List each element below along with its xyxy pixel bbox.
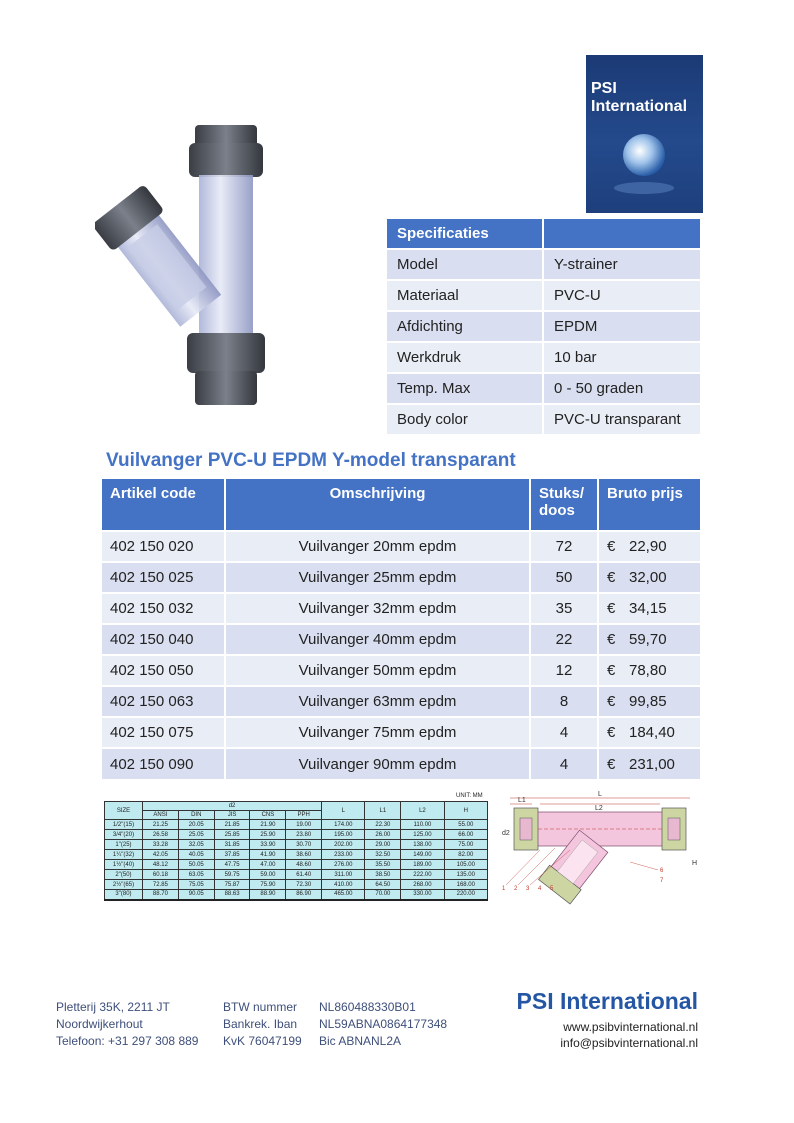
footer-address xyxy=(56,999,198,1050)
footer-line: Telefoon: +31 297 308 889 xyxy=(56,1034,199,1048)
currency-symbol: € xyxy=(607,569,616,586)
logo-text-line1: PSI xyxy=(591,80,617,97)
spec-header-row xyxy=(387,219,700,249)
footer-line: KvK 76047199 xyxy=(223,1034,302,1048)
drawing-callout: 2 xyxy=(514,886,518,892)
spec-label: Werkdruk xyxy=(387,342,543,373)
size-cell: 174.00 xyxy=(322,820,365,830)
footer-line: BTW nummer xyxy=(223,1000,298,1014)
size-cell-size: 1/2"(15) xyxy=(105,820,143,830)
drawing-label: d2 xyxy=(502,830,510,837)
technical-drawing xyxy=(500,790,700,910)
footer-line: NL860488330B01 xyxy=(319,1000,416,1014)
spec-label: Materiaal xyxy=(387,280,543,311)
size-row xyxy=(105,850,488,860)
size-cell: 50.05 xyxy=(178,860,214,870)
size-cell: 64.50 xyxy=(365,880,401,890)
dim-col-header: H xyxy=(444,802,487,820)
size-header-row xyxy=(105,802,488,811)
drawing-callout: 7 xyxy=(660,878,664,884)
spec-row xyxy=(387,249,700,280)
size-cell: 202.00 xyxy=(322,840,365,850)
size-cell: 220.00 xyxy=(444,890,487,900)
product-row xyxy=(102,531,700,562)
size-cell: 189.00 xyxy=(401,860,444,870)
footer-brand: PSI International xyxy=(516,988,698,1014)
size-cell: 63.05 xyxy=(178,870,214,880)
currency-symbol: € xyxy=(607,538,616,555)
products-table xyxy=(102,479,700,779)
product-quantity: 8 xyxy=(530,686,598,717)
size-cell: 88.90 xyxy=(250,890,286,900)
size-cell: 61.40 xyxy=(286,870,322,880)
size-cell: 138.00 xyxy=(401,840,444,850)
product-row xyxy=(102,624,700,655)
drawing-callout: 5 xyxy=(550,886,554,892)
d2-sub-header: ANSI xyxy=(143,811,179,820)
price-value: 32,00 xyxy=(629,569,667,586)
spec-header-value xyxy=(543,219,700,249)
spec-value: 0 - 50 graden xyxy=(543,373,700,404)
spec-value: Y-strainer xyxy=(543,249,700,280)
product-quantity: 50 xyxy=(530,562,598,593)
size-cell: 222.00 xyxy=(401,870,444,880)
size-cell: 59.75 xyxy=(214,870,250,880)
product-price xyxy=(598,624,700,655)
size-cell: 32.50 xyxy=(365,850,401,860)
product-description: Vuilvanger 90mm epdm xyxy=(225,748,530,779)
dim-col-header: L1 xyxy=(365,802,401,820)
spec-label: Model xyxy=(387,249,543,280)
size-cell: 88.70 xyxy=(143,890,179,900)
product-row xyxy=(102,686,700,717)
size-cell: 22.30 xyxy=(365,820,401,830)
size-cell: 32.05 xyxy=(178,840,214,850)
size-cell: 410.00 xyxy=(322,880,365,890)
price-value: 184,40 xyxy=(629,724,675,741)
size-cell: 41.90 xyxy=(250,850,286,860)
drawing-callout: 1 xyxy=(502,886,506,892)
price-value: 78,80 xyxy=(629,662,667,679)
price-value: 34,15 xyxy=(629,600,667,617)
col-header-code: Artikel code xyxy=(102,479,225,531)
spec-value: PVC-U transparant xyxy=(543,404,700,435)
size-cell: 47.75 xyxy=(214,860,250,870)
website-link[interactable]: www.psibvinternational.nl xyxy=(563,1020,698,1034)
size-cell: 135.00 xyxy=(444,870,487,880)
spec-row xyxy=(387,404,700,435)
size-cell: 465.00 xyxy=(322,890,365,900)
col-header-qty: Stuks/ doos xyxy=(530,479,598,531)
price-value: 22,90 xyxy=(629,538,667,555)
product-description: Vuilvanger 50mm epdm xyxy=(225,655,530,686)
size-cell: 233.00 xyxy=(322,850,365,860)
size-cell: 38.60 xyxy=(286,850,322,860)
size-cell: 88.63 xyxy=(214,890,250,900)
size-cell-size: 3"(80) xyxy=(105,890,143,900)
size-cell: 75.05 xyxy=(178,880,214,890)
size-cell: 37.85 xyxy=(214,850,250,860)
company-logo xyxy=(586,55,703,213)
size-cell: 72.30 xyxy=(286,880,322,890)
product-row xyxy=(102,593,700,624)
product-row xyxy=(102,562,700,593)
size-cell: 86.90 xyxy=(286,890,322,900)
product-code: 402 150 090 xyxy=(102,748,225,779)
drawing-label: L1 xyxy=(518,797,526,804)
drawing-label: L2 xyxy=(595,805,603,812)
d2-sub-header: JIS xyxy=(214,811,250,820)
size-row xyxy=(105,890,488,900)
currency-symbol: € xyxy=(607,600,616,617)
price-value: 99,85 xyxy=(629,693,667,710)
size-cell-size: 3/4"(20) xyxy=(105,830,143,840)
size-cell: 21.85 xyxy=(214,820,250,830)
product-code: 402 150 063 xyxy=(102,686,225,717)
product-row xyxy=(102,748,700,779)
product-code: 402 150 032 xyxy=(102,593,225,624)
product-quantity: 22 xyxy=(530,624,598,655)
size-cell: 75.00 xyxy=(444,840,487,850)
size-cell: 33.28 xyxy=(143,840,179,850)
spec-row xyxy=(387,342,700,373)
size-cell: 72.85 xyxy=(143,880,179,890)
product-description: Vuilvanger 20mm epdm xyxy=(225,531,530,562)
size-cell: 125.00 xyxy=(401,830,444,840)
size-table xyxy=(104,801,488,901)
footer-values xyxy=(319,999,447,1050)
unit-label: UNIT: MM xyxy=(456,793,483,799)
currency-symbol: € xyxy=(607,755,616,773)
footer-line: Noordwijkerhout xyxy=(56,1017,143,1031)
product-code: 402 150 025 xyxy=(102,562,225,593)
size-cell: 25.05 xyxy=(178,830,214,840)
product-description: Vuilvanger 75mm epdm xyxy=(225,717,530,748)
size-cell: 33.90 xyxy=(250,840,286,850)
size-cell: 29.00 xyxy=(365,840,401,850)
product-description: Vuilvanger 25mm epdm xyxy=(225,562,530,593)
product-quantity: 4 xyxy=(530,748,598,779)
size-cell: 31.85 xyxy=(214,840,250,850)
product-description: Vuilvanger 32mm epdm xyxy=(225,593,530,624)
product-price xyxy=(598,531,700,562)
products-header-row xyxy=(102,479,700,531)
size-cell-size: 1"(25) xyxy=(105,840,143,850)
product-quantity: 12 xyxy=(530,655,598,686)
product-price xyxy=(598,748,700,779)
size-cell: 82.00 xyxy=(444,850,487,860)
price-value: 231,00 xyxy=(629,755,675,773)
size-cell: 59.00 xyxy=(250,870,286,880)
size-cell: 105.00 xyxy=(444,860,487,870)
size-cell: 25.90 xyxy=(250,830,286,840)
size-cell: 70.00 xyxy=(365,890,401,900)
spec-label: Body color xyxy=(387,404,543,435)
product-description: Vuilvanger 63mm epdm xyxy=(225,686,530,717)
d2-sub-header: CNS xyxy=(250,811,286,820)
size-cell: 42.05 xyxy=(143,850,179,860)
size-cell: 75.90 xyxy=(250,880,286,890)
logo-text-line2: International xyxy=(591,98,688,115)
size-cell-size: 2"(50) xyxy=(105,870,143,880)
dim-col-header: L2 xyxy=(401,802,444,820)
size-cell: 195.00 xyxy=(322,830,365,840)
d2-sub-header: PPH xyxy=(286,811,322,820)
size-cell: 21.25 xyxy=(143,820,179,830)
size-col-header: SIZE xyxy=(105,802,143,820)
product-price xyxy=(598,686,700,717)
size-cell: 30.70 xyxy=(286,840,322,850)
dim-col-header: L xyxy=(322,802,365,820)
size-cell: 168.00 xyxy=(444,880,487,890)
size-cell: 47.00 xyxy=(250,860,286,870)
globe-icon xyxy=(606,130,682,206)
size-cell: 21.90 xyxy=(250,820,286,830)
d2-col-header: d2 xyxy=(143,802,322,811)
size-cell: 55.00 xyxy=(444,820,487,830)
product-price xyxy=(598,717,700,748)
size-cell: 149.00 xyxy=(401,850,444,860)
size-cell: 90.05 xyxy=(178,890,214,900)
size-cell: 40.05 xyxy=(178,850,214,860)
spec-label: Afdichting xyxy=(387,311,543,342)
size-cell: 38.50 xyxy=(365,870,401,880)
email-link[interactable]: info@psibvinternational.nl xyxy=(560,1036,698,1050)
size-row xyxy=(105,820,488,830)
size-cell: 48.12 xyxy=(143,860,179,870)
size-table-body xyxy=(105,820,488,900)
spec-value: 10 bar xyxy=(543,342,700,373)
col-header-price: Bruto prijs xyxy=(598,479,700,531)
size-cell: 330.00 xyxy=(401,890,444,900)
footer-line: Bankrek. Iban xyxy=(223,1017,298,1031)
product-photo xyxy=(95,115,295,425)
size-cell: 110.00 xyxy=(401,820,444,830)
spec-value: EPDM xyxy=(543,311,700,342)
footer-line: NL59ABNA0864177348 xyxy=(319,1017,448,1031)
currency-symbol: € xyxy=(607,662,616,679)
size-row xyxy=(105,840,488,850)
footer-line: Pletterij 35K, 2211 JT xyxy=(56,1000,170,1014)
drawing-callout: 3 xyxy=(526,886,530,892)
specifications-table xyxy=(387,219,700,436)
size-cell: 268.00 xyxy=(401,880,444,890)
currency-symbol: € xyxy=(607,693,616,710)
product-code: 402 150 050 xyxy=(102,655,225,686)
size-cell: 48.60 xyxy=(286,860,322,870)
size-row xyxy=(105,870,488,880)
size-cell: 75.87 xyxy=(214,880,250,890)
drawing-callout: 6 xyxy=(660,868,664,874)
product-code: 402 150 040 xyxy=(102,624,225,655)
size-cell: 23.80 xyxy=(286,830,322,840)
size-cell: 311.00 xyxy=(322,870,365,880)
product-title: Vuilvanger PVC-U EPDM Y-model transparant xyxy=(106,450,516,471)
spec-header-label: Specificaties xyxy=(387,219,543,249)
drawing-label: H xyxy=(692,860,698,867)
size-cell: 60.18 xyxy=(143,870,179,880)
size-cell: 35.50 xyxy=(365,860,401,870)
product-price xyxy=(598,593,700,624)
product-code: 402 150 020 xyxy=(102,531,225,562)
size-row xyxy=(105,830,488,840)
product-quantity: 35 xyxy=(530,593,598,624)
size-cell: 19.00 xyxy=(286,820,322,830)
size-cell-size: 1¼"(32) xyxy=(105,850,143,860)
size-row xyxy=(105,860,488,870)
currency-symbol: € xyxy=(607,631,616,648)
size-cell-size: 2½"(65) xyxy=(105,880,143,890)
size-row xyxy=(105,880,488,890)
d2-sub-header: DIN xyxy=(178,811,214,820)
product-row xyxy=(102,717,700,748)
size-cell-size: 1½"(40) xyxy=(105,860,143,870)
drawing-callout: 4 xyxy=(538,886,542,892)
drawing-label: L xyxy=(598,791,602,798)
product-quantity: 72 xyxy=(530,531,598,562)
product-price xyxy=(598,655,700,686)
footer-contact xyxy=(560,1019,698,1051)
size-cell: 276.00 xyxy=(322,860,365,870)
size-cell: 66.00 xyxy=(444,830,487,840)
spec-row xyxy=(387,373,700,404)
spec-label: Temp. Max xyxy=(387,373,543,404)
product-row xyxy=(102,655,700,686)
spec-row xyxy=(387,280,700,311)
spec-value: PVC-U xyxy=(543,280,700,311)
size-cell: 25.85 xyxy=(214,830,250,840)
product-price xyxy=(598,562,700,593)
product-description: Vuilvanger 40mm epdm xyxy=(225,624,530,655)
currency-symbol: € xyxy=(607,724,616,741)
product-quantity: 4 xyxy=(530,717,598,748)
footer-line: Bic ABNANL2A xyxy=(319,1034,402,1048)
product-code: 402 150 075 xyxy=(102,717,225,748)
size-cell: 26.00 xyxy=(365,830,401,840)
price-value: 59,70 xyxy=(629,631,667,648)
col-header-desc: Omschrijving xyxy=(225,479,530,531)
footer-labels xyxy=(223,999,302,1050)
size-cell: 20.05 xyxy=(178,820,214,830)
spec-row xyxy=(387,311,700,342)
size-cell: 26.58 xyxy=(143,830,179,840)
